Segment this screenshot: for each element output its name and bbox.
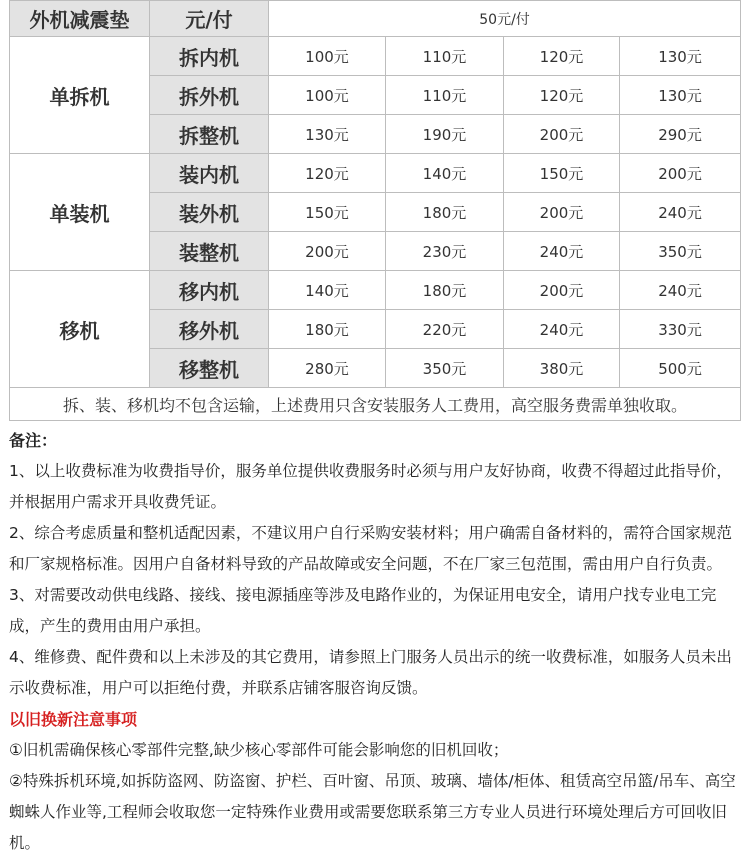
price-cell: 280元 (269, 349, 386, 388)
table-header-row (10, 1, 741, 37)
price-cell: 200元 (504, 115, 620, 154)
note-item: 4、维修费、配件费和以上未涉及的其它费用，请参照上门服务人员出示的统一收费标准，如服务人员未出示收费标准，用户可以拒绝付费，并联系店铺客服咨询反馈。 (9, 648, 732, 697)
header-unit: 元/付 (150, 1, 269, 37)
header-damping-pad: 外机减震垫 (10, 1, 150, 37)
price-cell: 290元 (620, 115, 741, 154)
row-label: 装外机 (150, 193, 269, 232)
price-cell: 130元 (269, 115, 386, 154)
price-cell: 190元 (386, 115, 504, 154)
table-row (10, 37, 741, 76)
table-row (10, 154, 741, 193)
notes-section (9, 425, 739, 859)
row-label: 拆内机 (150, 37, 269, 76)
note-item: 1、以上收费标准为收费指导价，服务单位提供收费服务时必须与用户友好协商，收费不得超过此指导价，并根据用户需求开具收费凭证。 (9, 462, 732, 511)
row-label: 装整机 (150, 232, 269, 271)
group-label: 单拆机 (10, 37, 150, 154)
trade-in-section (9, 704, 739, 859)
note-item: 2、综合考虑质量和整机适配因素，不建议用户自行采购安装材料；用户确需自备材料的，需符合国家规范和厂家规格标准。因用户自备材料导致的产品故障或安全问题，不在厂家三包范围，需由用户自行负责。 (9, 524, 732, 573)
price-cell: 100元 (269, 76, 386, 115)
fee-table (9, 0, 741, 421)
price-cell: 200元 (620, 154, 741, 193)
price-cell: 200元 (269, 232, 386, 271)
header-pad-price: 50元/付 (269, 1, 741, 37)
price-cell: 240元 (620, 271, 741, 310)
group-label: 单装机 (10, 154, 150, 271)
price-cell: 180元 (269, 310, 386, 349)
price-cell: 240元 (620, 193, 741, 232)
price-cell: 130元 (620, 76, 741, 115)
note-item: 3、对需要改动供电线路、接线、接电源插座等涉及电路作业的，为保证用电安全，请用户找专业电工完成，产生的费用由用户承担。 (9, 586, 717, 635)
table-footnote: 拆、装、移机均不包含运输，上述费用只含安装服务人工费用，高空服务费需单独收取。 (10, 388, 741, 421)
price-cell: 240元 (504, 232, 620, 271)
price-cell: 130元 (620, 37, 741, 76)
row-label: 装内机 (150, 154, 269, 193)
trade-in-title: 以旧换新注意事项 (9, 710, 138, 729)
price-cell: 150元 (269, 193, 386, 232)
price-cell: 150元 (504, 154, 620, 193)
price-cell: 140元 (386, 154, 504, 193)
price-cell: 350元 (620, 232, 741, 271)
price-cell: 120元 (269, 154, 386, 193)
price-cell: 120元 (504, 76, 620, 115)
price-cell: 120元 (504, 37, 620, 76)
price-cell: 200元 (504, 271, 620, 310)
price-cell: 230元 (386, 232, 504, 271)
trade-in-item: ②特殊拆机环境,如拆防盗网、防盗窗、护栏、百叶窗、吊顶、玻璃、墙体/柜体、租赁高空吊篮/吊车、高空蜘蛛人作业等,工程师会收取您一定特殊作业费用或需要您联系第三方专业人员进行环境处理后方可回收旧机。 (9, 772, 736, 852)
row-label: 移内机 (150, 271, 269, 310)
price-cell: 180元 (386, 193, 504, 232)
price-sheet (9, 0, 740, 421)
table-footnote-row (10, 388, 741, 421)
row-label: 拆外机 (150, 76, 269, 115)
price-cell: 200元 (504, 193, 620, 232)
price-cell: 330元 (620, 310, 741, 349)
price-cell: 380元 (504, 349, 620, 388)
table-row (10, 271, 741, 310)
price-cell: 180元 (386, 271, 504, 310)
price-cell: 110元 (386, 76, 504, 115)
row-label: 移整机 (150, 349, 269, 388)
row-label: 拆整机 (150, 115, 269, 154)
price-cell: 350元 (386, 349, 504, 388)
trade-in-item: ①旧机需确保核心零部件完整,缺少核心零部件可能会影响您的旧机回收； (9, 741, 509, 759)
price-cell: 500元 (620, 349, 741, 388)
price-cell: 110元 (386, 37, 504, 76)
price-cell: 140元 (269, 271, 386, 310)
group-label: 移机 (10, 271, 150, 388)
notes-title: 备注： (9, 431, 58, 450)
row-label: 移外机 (150, 310, 269, 349)
price-cell: 220元 (386, 310, 504, 349)
price-cell: 100元 (269, 37, 386, 76)
price-cell: 240元 (504, 310, 620, 349)
